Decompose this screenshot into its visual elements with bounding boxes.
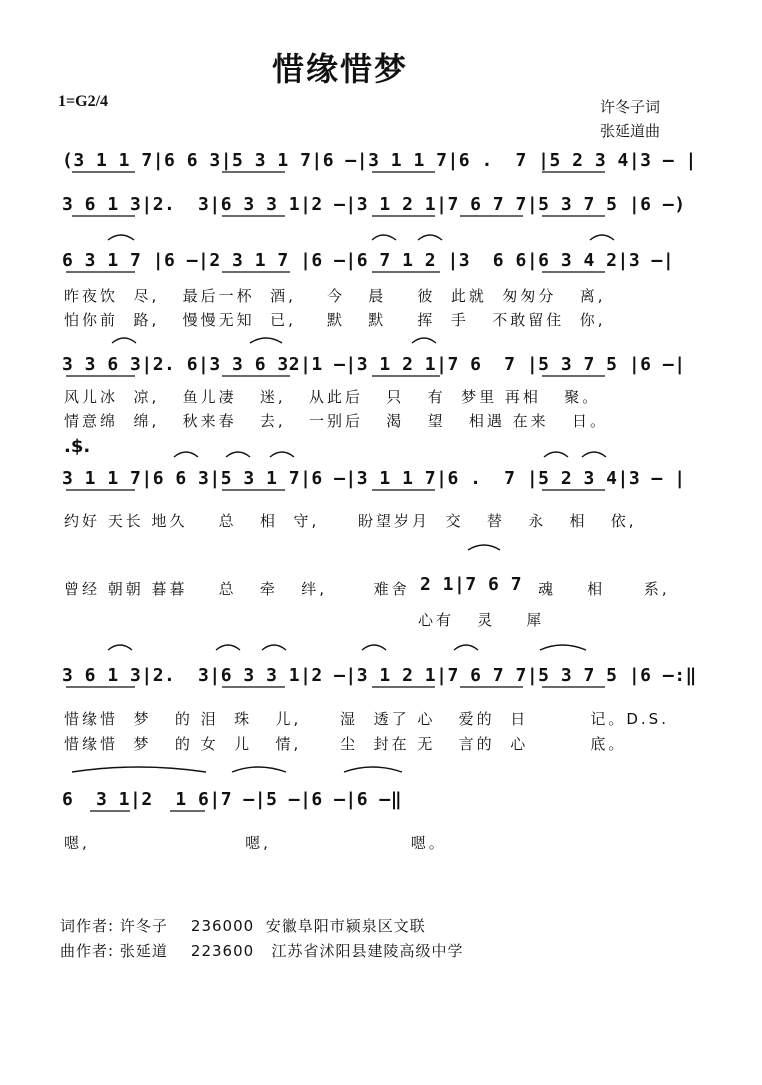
lyrics-chorus-1: 约好 天长 地久 总 相 守, 盼望岁月 交 替 永 相 依, (64, 512, 637, 530)
slur (72, 767, 206, 772)
lyrics-verse-a2: 怕你前 路, 慢慢无知 已, 默 默 挥 手 不敢留住 你, (64, 311, 606, 329)
slur (216, 645, 240, 650)
notation-line-6: 3 6 1 3|2. 3|6 3 3 1|2 —|3 1 2 1|7 6 7 7|5 3 7 5 |6 —:‖ (62, 665, 697, 686)
lyrics-ending: 嗯, 嗯, 嗯。 (64, 834, 447, 852)
slur (262, 645, 286, 650)
lyrics-final-2: 惜缘惜 梦 的 女 儿 情, 尘 封在 无 言的 心 底。 (64, 735, 627, 753)
lyrics-verse-b2: 情意绵 绵, 秋来春 去, 一别后 渴 望 相遇 在来 日。 (64, 412, 608, 430)
notation-line-1: (3 1 1 7|6 6 3|5 3 1 7|6 —|3 1 1 7|6 . 7 |5 2 3 4|3 — | (62, 150, 697, 171)
chorus-2-notes: 2 1|7 6 7 (420, 574, 523, 595)
slur (232, 767, 286, 772)
notation-line-4: 3 3 6 3|2. 6|3 3 6 32|1 —|3 1 2 1|7 6 7 |5 3 7 5 |6 —| (62, 354, 686, 375)
footer-lyricist: 词作者: 许冬子 236000 安徽阜阳市颍泉区文联 (60, 917, 426, 935)
lyrics-verse-b1: 风儿冰 凉, 鱼儿凄 迷, 从此后 只 有 梦里 再相 聚。 (64, 388, 601, 406)
slur (454, 645, 478, 650)
segno-sign: .$. (64, 436, 91, 457)
lyricist-credit: 许冬子词 (600, 98, 661, 116)
slur (112, 338, 136, 343)
lyrics-chorus-2b: 魂 相 系, (538, 580, 670, 598)
slur (226, 452, 250, 457)
slur (468, 545, 500, 550)
slur (418, 235, 442, 240)
slur (540, 645, 586, 650)
lyrics-verse-a1: 昨夜饮 尽, 最后一杯 酒, 今 晨 彼 此就 匆匆分 离, (64, 287, 606, 305)
slur (270, 452, 294, 457)
lyrics-final-1: 惜缘惜 梦 的 泪 珠 儿, 湿 透了 心 爱的 日 记。D.S. (64, 710, 669, 728)
footer-composer: 曲作者: 张延道 223600 江苏省沭阳县建陵高级中学 (60, 942, 464, 960)
key-signature: 1=G2/4 (58, 93, 109, 110)
slur (362, 645, 386, 650)
slur (590, 235, 614, 240)
composer-credit: 张延道曲 (600, 122, 661, 140)
slur (412, 338, 436, 343)
slur (582, 452, 606, 457)
slur (174, 452, 198, 457)
slur (108, 645, 132, 650)
slur (108, 235, 134, 240)
slur (544, 452, 568, 457)
notation-line-7: 6 3 1|2 1 6|7 —|5 —|6 —|6 —‖ (62, 789, 403, 810)
notation-line-5: 3 1 1 7|6 6 3|5 3 1 7|6 —|3 1 1 7|6 . 7 |5 2 3 4|3 — | (62, 468, 686, 489)
notation-line-3: 6 3 1 7 |6 —|2 3 1 7 |6 —|6 7 1 2 |3 6 6|6 3 4 2|3 —| (62, 250, 675, 271)
slur (250, 338, 282, 343)
slur (372, 235, 396, 240)
lyrics-chorus-2a: 曾经 朝朝 暮暮 总 牵 绊, 难舍 (64, 580, 410, 598)
slur (344, 767, 402, 772)
lyrics-chorus-2-alt: 心有 灵 犀 (418, 611, 545, 629)
song-title: 惜缘惜梦 (271, 50, 408, 88)
notation-line-2: 3 6 1 3|2. 3|6 3 3 1|2 —|3 1 2 1|7 6 7 7|5 3 7 5 |6 —) (62, 194, 686, 215)
